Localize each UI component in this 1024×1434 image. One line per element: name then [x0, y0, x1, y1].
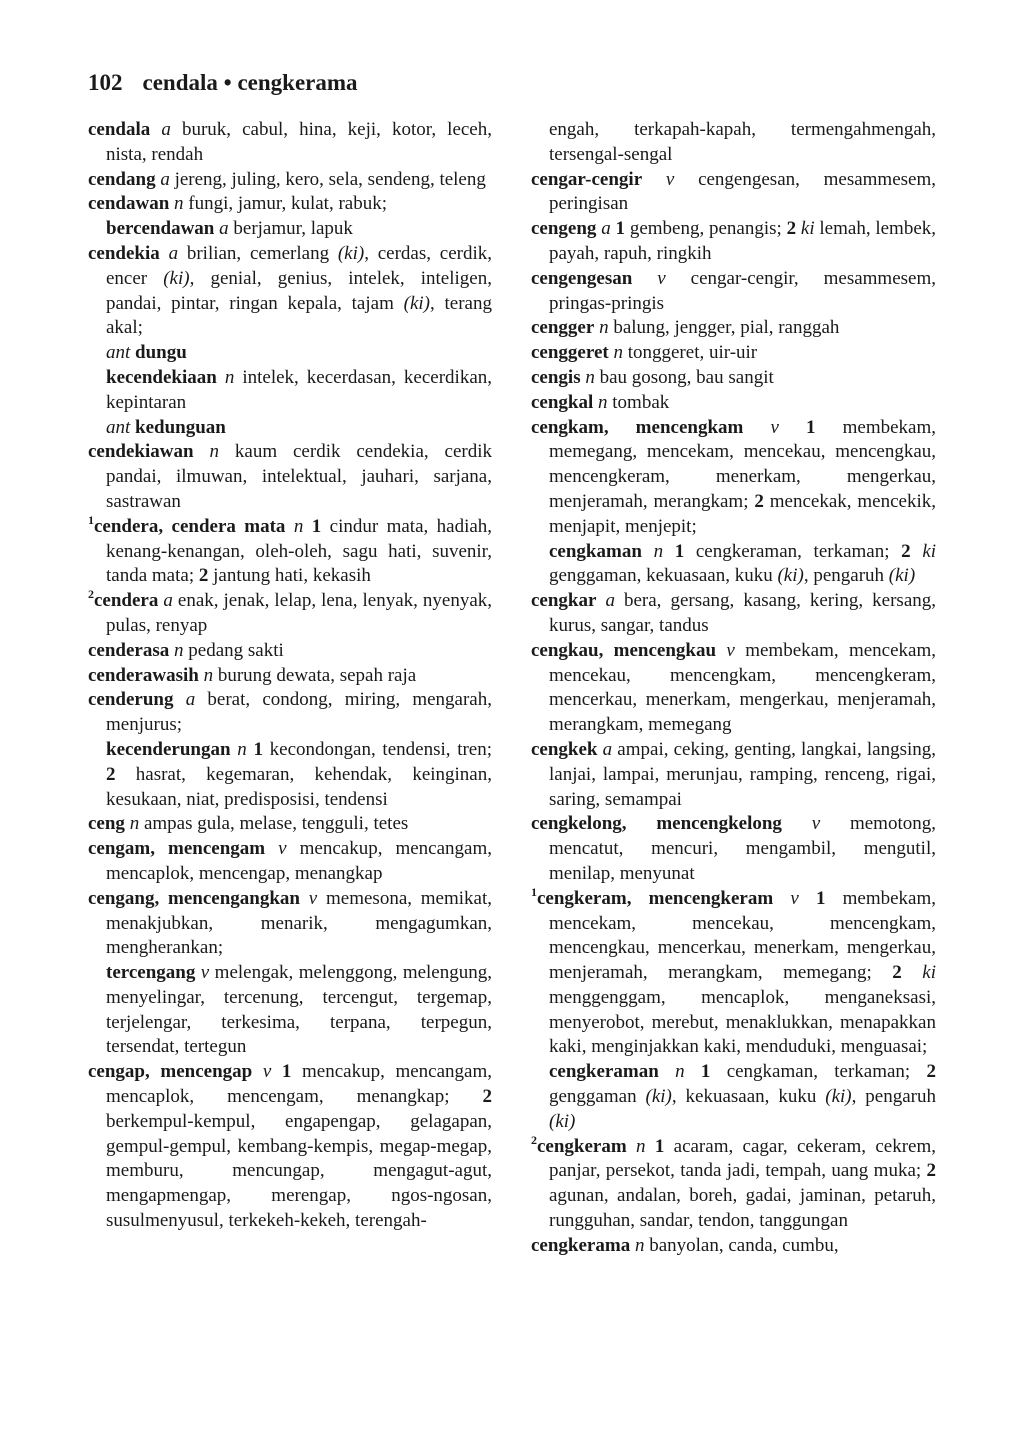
- dictionary-entry: $^1$cengkeram, mencengkeram v 1 membekam, mencekam, mencekau, mencengkam, mencengkau, mencerkau, menerkam, mengerkau, menjeramah, merangkam, memegang; 2 ki menggenggam, mencaplok, menganeksasi, menyerobot, merebut, menaklukkan, menapakkan kaki, menginjakkan kaki, menduduki, menguasai;: [531, 884, 937, 1058]
- dictionary-entry: cengap, mencengap v 1 mencakup, mencangam, mencaplok, mencengam, menangkap; 2 berkempul-kempul, engapengap, gelagapan, gempul-gempul, kembang-kempis, megap-megap, memburu, mencungap, mengagut-agut, mengapmengap, merengap, ngos-ngosan, susulmenyusul, terkekeh-kekeh, terengah-: [88, 1061, 493, 1232]
- dictionary-subentry: cengkaman n 1 cengkeraman, terkaman; 2 ki genggaman, kekuasaan, kuku (ki), pengaruh (ki): [549, 540, 937, 587]
- dictionary-subentry: ant dungu: [106, 342, 187, 364]
- dictionary-subentry: cengkeraman n 1 cengkaman, terkaman; 2 genggaman (ki), kekuasaan, kuku (ki), pengaruh (ki): [549, 1061, 937, 1132]
- dictionary-entry: cengkau, mencengkau v membekam, mencekam, mencekau, mencengkam, mencengkeram, mencerkau, menerkam, mengerkau, menjeramah, merangkam, memegang: [531, 639, 936, 736]
- dictionary-subentry: bercendawan a berjamur, lapuk: [106, 218, 353, 240]
- dictionary-entry: cenggeret n tonggeret, uir-uir: [531, 342, 758, 364]
- page-header: [88, 70, 358, 96]
- dictionary-entry: ceng n ampas gula, melase, tengguli, tetes: [88, 813, 409, 835]
- dictionary-entry: cengkam, mencengkam v 1 membekam, memegang, mencekam, mencekau, mencengkau, mencengkeram, menerkam, mengerkau, menjeramah, merangkam; 2 mencekak, mencekik, menjapit, menjepit;: [531, 416, 937, 537]
- dictionary-entry: cendala a buruk, cabul, hina, keji, kotor, leceh, nista, rendah: [88, 119, 492, 165]
- dictionary-entry: cendekiawan n kaum cerdik cendekia, cerdik pandai, ilmuwan, intelektual, jauhari, sarjana, sastrawan: [88, 441, 493, 512]
- dictionary-entry: cengar-cengir v cengengesan, mesammesem, peringisan: [531, 168, 937, 215]
- dictionary-subentry: ant kedunguan: [106, 416, 226, 438]
- guide-words: cendala • cengkerama: [142, 70, 358, 95]
- left-column: [88, 118, 492, 1234]
- page-number: 102: [88, 70, 123, 95]
- dictionary-entry: cengger n balung, jengger, pial, ranggah: [531, 317, 840, 339]
- dictionary-entry: cengis n bau gosong, bau sangit: [531, 366, 774, 388]
- dictionary-entry: cengkal n tombak: [531, 391, 670, 413]
- dictionary-entry: cengkar a bera, gersang, kasang, kering, kersang, kurus, sangar, tandus: [531, 590, 937, 636]
- dictionary-entry: cendang a jereng, juling, kero, sela, sendeng, teleng: [88, 168, 486, 190]
- dictionary-entry: cengkerama n banyolan, canda, cumbu,: [531, 1234, 839, 1256]
- dictionary-entry: $^1$cendera, cendera mata n 1 cindur mata, hadiah, kenang-kenangan, oleh-oleh, sagu hati, suvenir, tanda mata; 2 jantung hati, kekasih: [88, 512, 493, 587]
- dictionary-entry: cengkelong, mencengkelong v memotong, mencatut, mencuri, mengambil, mengutil, menilap, menyunat: [531, 813, 936, 884]
- dictionary-entry: cengeng a 1 gembeng, penangis; 2 ki lemah, lembek, payah, rapuh, ringkih: [531, 218, 937, 264]
- dictionary-entry: cenderasa n pedang sakti: [88, 639, 284, 661]
- dictionary-entry: cendawan n fungi, jamur, kulat, rabuk;: [88, 193, 387, 215]
- right-column: [531, 118, 936, 1259]
- dictionary-entry: cendekia a brilian, cemerlang (ki), cerdas, cerdik, encer (ki), genial, genius, intelek, inteligen, pandai, pintar, ringan kepala, tajam (ki), terang akal;: [88, 242, 493, 339]
- dictionary-entry: $^2$cendera a enak, jenak, lelap, lena, lenyak, nyenyak, pulas, renyap: [88, 587, 493, 636]
- dictionary-entry: cengam, mencengam v mencakup, mencangam, mencaplok, mencengap, menangkap: [88, 838, 493, 884]
- dictionary-entry: cenderawasih n burung dewata, sepah raja: [88, 664, 417, 686]
- dictionary-entry: cengengesan v cengar-cengir, mesammesem, pringas-pringis: [531, 267, 936, 314]
- dictionary-subentry: kecendekiaan n intelek, kecerdasan, kecerdikan, kepintaran: [106, 366, 493, 413]
- dictionary-subentry: tercengang v melengak, melenggong, melengung, menyelingar, tercenung, tercengut, tergemap, terjelengar, terkesima, terpana, terpegun, tersendat, tertegun: [106, 962, 492, 1058]
- dictionary-entry: cengang, mencengangkan v memesona, memikat, menakjubkan, menarik, mengagumkan, mengherankan;: [88, 887, 493, 959]
- dictionary-entry: engah, terkapah-kapah, termengahmengah, tersengal-sengal: [549, 119, 936, 165]
- dictionary-subentry: kecenderungan n 1 kecondongan, tendensi, tren; 2 hasrat, kegemaran, kehendak, keinginan, kesukaan, niat, predisposisi, tendensi: [106, 738, 493, 810]
- dictionary-entry: cengkek a ampai, ceking, genting, langkai, langsing, lanjai, lampai, merunjau, ramping, renceng, rigai, saring, semampai: [531, 738, 937, 810]
- dictionary-entry: $^2$cengkeram n 1 acaram, cagar, cekeram, cekrem, panjar, persekot, tanda jadi, tempah, uang muka; 2 agunan, andalan, boreh, gadai, jaminan, petaruh, rungguhan, sandar, tendon, tanggungan: [531, 1132, 937, 1232]
- dictionary-entry: cenderung a berat, condong, miring, mengarah, menjurus;: [88, 689, 492, 736]
